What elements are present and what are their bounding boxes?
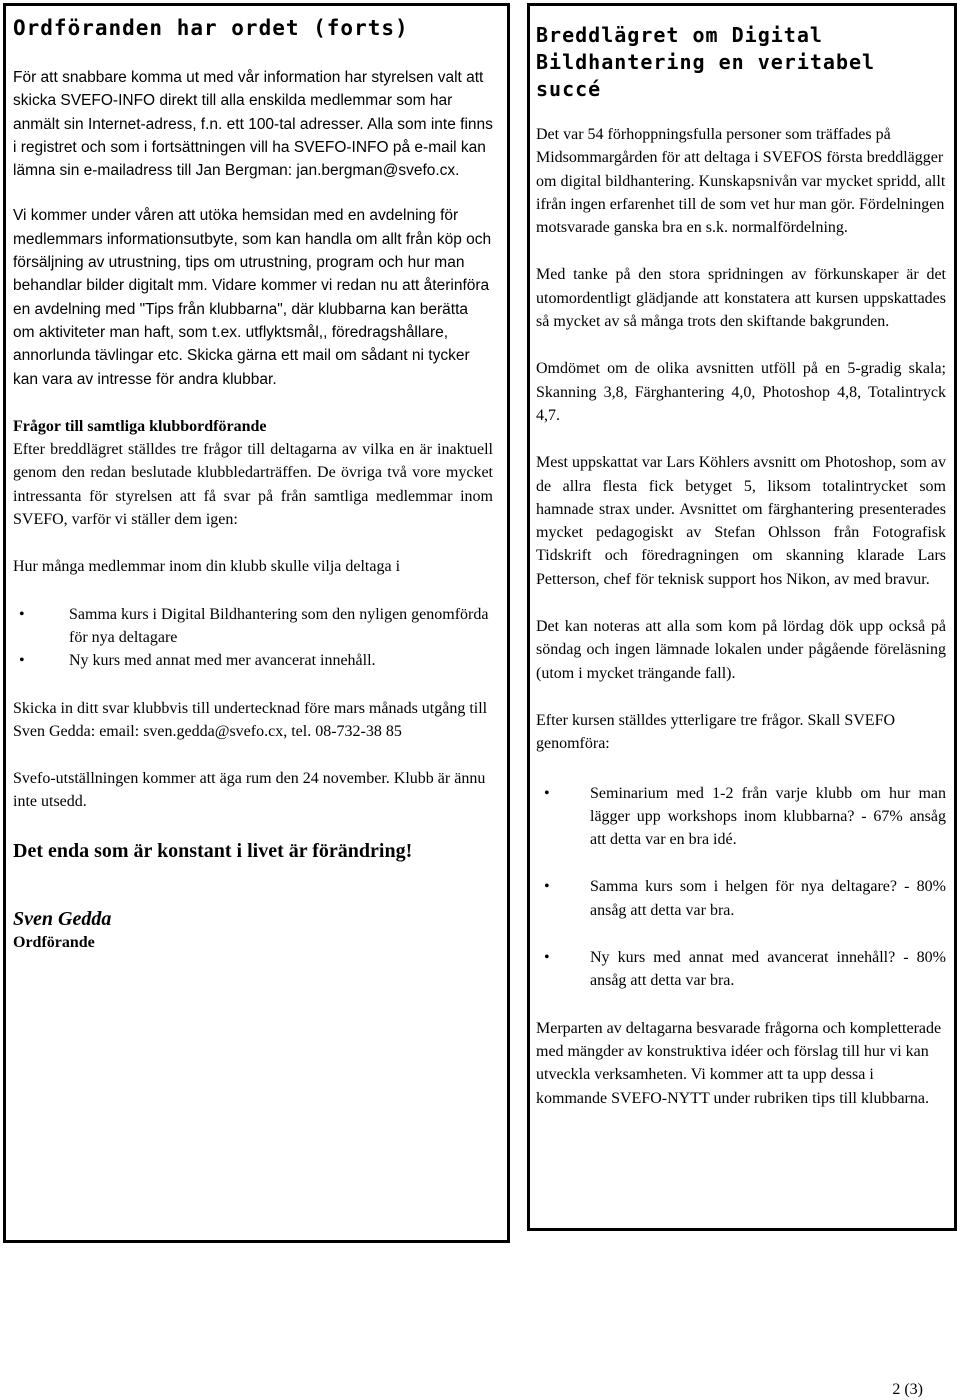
right-paragraph-attendance: Det kan noteras att alla som kom på lördag dök upp också på söndag och ingen lämnade lokalen under pågående föreläsning (utom i mycket trängande fall). — [536, 618, 946, 682]
signature-role: Ordförande — [13, 933, 95, 951]
left-heading: Ordföranden har ordet (forts) — [13, 16, 409, 40]
motto: Det enda som är konstant i livet är förändring! — [13, 839, 413, 862]
page-number: 2 (3) — [892, 1381, 923, 1398]
right-heading: Breddlägret om Digital Bildhantering en veritabel succé — [536, 23, 876, 101]
left-paragraph-website: Vi kommer under våren att utöka hemsidan med en avdelning för medlemmars informationsutbyte, som kan handla om allt från köp och försäljning av utrustning, tips om utrustning, program och hur man behandlar bilder digitalt mm. Vidare kommer vi redan nu att återinföra en avdelning med "Tips från klubbarna", där klubbarna kan berätta om aktiviteter man haft, som t.ex. utflyktsmål,, föredragshållare, annorlunda tävlingar etc. Skicka gärna ett mail om sådant ni tycker kan vara av intresse för andra klubbar. — [13, 207, 492, 388]
list-item-text: Ny kurs med annat med avancerat innehåll? - 80% ansåg att detta var bra. — [590, 949, 946, 990]
questions-text: Efter breddlägret ställdes tre frågor till deltagarna av vilka en är inaktuell genom den redan beslutade klubbledarträffen. De övriga två vore mycket intressanta för styrelsen att få svar på från samtliga medlemmar inom SVEFO, varför vi ställer dem igen: — [13, 441, 493, 529]
list-item-text: Seminarium med 1-2 från varje klubb om hur man lägger upp workshops inom klubbarna? - 67% ansåg att detta var en bra idé. — [590, 784, 946, 849]
right-paragraph-intro: Det var 54 förhoppningsfulla personer som träffades på Midsommargården för att deltaga i SVEFOS första breddlägger om digital bildhantering. Kunskapsnivån var mycket spridd, allt ifrån ingen erfarenhet till de som vet hur man gör. Fördelningen motsvarade ganska bra en s.k. normalfördelning. — [536, 126, 946, 237]
question-options-list — [13, 603, 493, 673]
right-column-box — [527, 3, 957, 1231]
send-instructions: Skicka in ditt svar klubbvis till undertecknad före mars månads utgång till Sven Gedda: email: sven.gedda@svefo.cx, tel. 08-732-38 85 — [13, 699, 488, 740]
left-column-box — [3, 3, 510, 1243]
survey-results-list — [536, 782, 946, 993]
list-item — [536, 782, 946, 852]
left-paragraph-email: För att snabbare komma ut med vår information har styrelsen valt att skicka SVEFO-INFO direkt till alla enskilda medlemmar som har anmält sin Internet-adress, f.n. ett 100-tal adresser. Alla som inte finns i registret och som i fortsättningen vill ha SVEFO-INFO på e-mail kan lämna sin e-mailadress till Jan Bergman: jan.bergman@svefo.cx. — [13, 69, 493, 180]
right-paragraph-ratings: Omdömet om de olika avsnitten utföll på en 5-gradig skala; Skanning 3,8, Färghantering 4,0, Photoshop 4,8, Totalintryck 4,7. — [536, 360, 946, 424]
bullet-icon: • — [544, 784, 550, 802]
list-item-text: Samma kurs i Digital Bildhantering som den nyligen genomförda för nya deltagare — [69, 605, 489, 646]
list-item — [536, 946, 946, 993]
bullet-icon: • — [544, 949, 550, 967]
bullet-icon: • — [19, 605, 25, 623]
questions-heading: Frågor till samtliga klubbordförande — [13, 417, 267, 435]
list-item — [13, 603, 493, 650]
right-paragraph-questions: Efter kursen ställdes ytterligare tre frågor. Skall SVEFO genomföra: — [536, 711, 896, 753]
right-paragraph-highlights: Mest uppskattat var Lars Köhlers avsnitt om Photoshop, som av de allra flesta fick betyget 5, liksom totalintrycket som hamnade strax under. Avsnittet om färghantering presenterades mycket pedagogiskt av Stefan Ohlsson från Fotografisk Tidskrift och föredragningen om skanning klarade Lars Petterson, chef för teknisk support hos Nikon, av med bravur. — [536, 454, 946, 588]
right-paragraph-closing: Merparten av deltagarna besvarade frågorna och kompletterade med mängder av konstruktiva idéer och förslag till hur vi kan utveckla verksamheten. Vi kommer att ta upp dessa i kommande SVEFO-NYTT under rubriken tips till klubbarna. — [536, 1019, 942, 1107]
bullet-icon: • — [544, 878, 550, 896]
list-item-text: Samma kurs som i helgen för nya deltagare? - 80% ansåg att detta var bra. — [590, 878, 946, 919]
bullet-icon: • — [19, 652, 25, 670]
list-item-text: Ny kurs med annat med mer avancerat innehåll. — [69, 652, 376, 670]
right-paragraph-spread: Med tanke på den stora spridningen av förkunskaper är det utomordentligt glädjande att konstatera att kursen uppskattades så mycket av så många trots den skiftande bakgrunden. — [536, 266, 946, 331]
list-item — [13, 649, 493, 672]
question-line: Hur många medlemmar inom din klubb skulle vilja deltaga i — [13, 558, 401, 576]
exhibition-note: Svefo-utställningen kommer att äga rum den 24 november. Klubb är ännu inte utsedd. — [13, 770, 486, 811]
signature-name: Sven Gedda — [13, 907, 112, 930]
list-item — [536, 875, 946, 922]
